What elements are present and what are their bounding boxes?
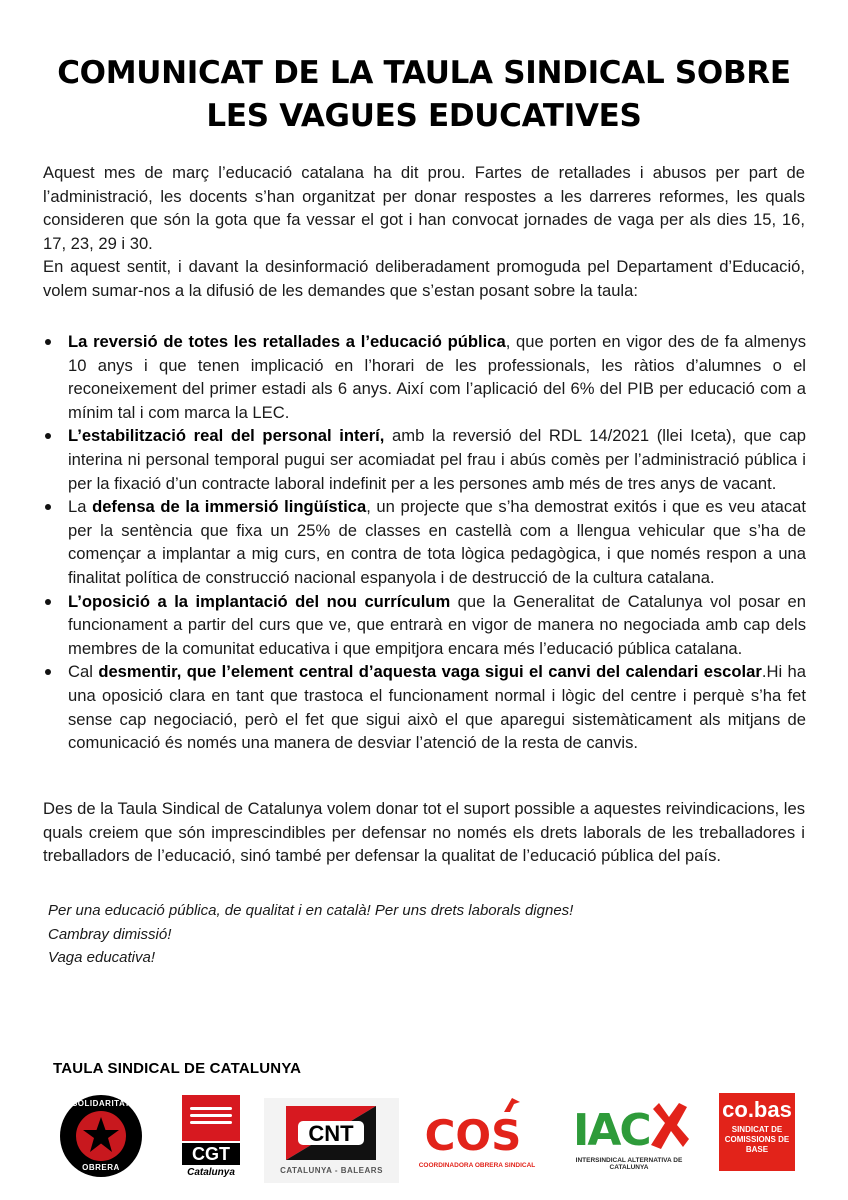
demand-item: La reversió de totes les retallades a l’educació pública, que porten en vigor des de fa almenys 10 anys i que tenen implicació en l’horari de les professionals, les ràtios d’alumnes o el reconeixement del primer estadi als 6 anys. Així com l’aplicació del 6% del PIB per educació com a mínim tal i com marca la LEC. bbox=[66, 330, 806, 424]
cobas-logo-sub: SINDICAT DE COMISSIONS DE BASE bbox=[724, 1125, 790, 1154]
cgt-logo bbox=[182, 1095, 240, 1181]
intro-section bbox=[43, 161, 805, 303]
iac-logo-sub: INTERSINDICAL ALTERNATIVA DE CATALUNYA bbox=[575, 1157, 683, 1171]
demand-highlight: defensa de la immersió lingüística bbox=[92, 497, 367, 517]
document-title bbox=[0, 52, 848, 138]
cnt-logo-name: CNT bbox=[308, 1121, 354, 1146]
title-line-1: COMUNICAT DE LA TAULA SINDICAL SOBRE bbox=[57, 55, 791, 91]
solidaritat-logo-text: OBRERA bbox=[82, 1163, 120, 1172]
demand-highlight: L’estabilització real del personal interí, bbox=[68, 426, 385, 446]
cgt-flag-icon bbox=[182, 1095, 240, 1141]
slogan-line: Per una educació pública, de qualitat i en català! Per uns drets laborals dignes! bbox=[48, 902, 574, 919]
intro-paragraph-1: Aquest mes de març l’educació catalana ha dit prou. Fartes de retallades i abusos per part de l’administració, les docents s’han organitzat per donar respostes a les darreres reformes, les quals consideren que són la gota que fa vessar el got i han convocat jornades de vaga per als dies 15, 16, 17, 23, 29 i 30. bbox=[43, 163, 805, 253]
cobas-logo bbox=[719, 1093, 795, 1171]
demand-highlight: desmentir, que l’element central d’aquesta vaga sigui el canvi del calendari escolar bbox=[98, 662, 762, 682]
demand-highlight: La reversió de totes les retallades a l’educació pública bbox=[68, 332, 506, 351]
cgt-logo-sub: Catalunya bbox=[187, 1167, 235, 1178]
demand-item: Cal desmentir, que l’element central d’aquesta vaga sigui el canvi del calendari escolar.Hi ha una oposició clara en tant que trastoca el funcionament normal i lògic del centre i perquè s’ha fet sense cap negociació, però el fet que sigui això el que aparegui sistemàticament als mitjans de comunicació és només una manera de desviar l’atenció de la resta de canvis. bbox=[66, 660, 806, 754]
cobas-logo-name: co.bas bbox=[722, 1097, 792, 1122]
solidaritat-obrera-logo bbox=[60, 1095, 142, 1177]
cnt-logo bbox=[264, 1098, 399, 1183]
cos-logo-sub: COORDINADORA OBRERA SINDICAL bbox=[418, 1162, 536, 1169]
demand-item: L’estabilització real del personal interí, amb la reversió del RDL 14/2021 (llei Iceta), que cap interina ni personal temporal pugui ser acomiadat pel frau i abús comès per l’administració pública i per la fixació d’un contracte laboral indefinit per a les persones amb més de tres anys de vacant. bbox=[66, 424, 806, 495]
cnt-logo-sub: CATALUNYA - BALEARS bbox=[280, 1166, 383, 1175]
demand-item: La defensa de la immersió lingüística, un projecte que s’ha demostrat exitós i que es veu atacat per la sentència que fixa un 25% de classes en castellà com a llengua vehicular que s’ha de començar a implantar a mig curs, en contra de tota lògica pedagògica, i que només respon a una finalitat política de construcció nacional espanyola i de destrucció de la cultura catalana. bbox=[66, 495, 806, 589]
cos-logo bbox=[418, 1094, 540, 1182]
intro-paragraph-2: En aquest sentit, i davant la desinformació deliberadament promoguda pel Departament d’Educació, volem sumar-nos a la difusió de les demandes que s’estan posant sobre la taula: bbox=[43, 257, 805, 300]
demands-list bbox=[66, 330, 806, 755]
cross-icon bbox=[647, 1101, 691, 1155]
demand-highlight: L’oposició a la implantació del nou currículum bbox=[68, 591, 451, 611]
cos-logo-name: COS bbox=[424, 1111, 522, 1160]
slogan-line: Cambray dimissió! bbox=[48, 925, 172, 943]
footer-title: TAULA SINDICAL DE CATALUNYA bbox=[53, 1060, 302, 1077]
cgt-logo-name: CGT bbox=[182, 1143, 240, 1165]
iac-logo bbox=[565, 1095, 693, 1181]
solidaritat-logo-text: SOLIDARITAT bbox=[71, 1099, 131, 1108]
star-icon bbox=[81, 1115, 121, 1155]
iac-logo-name: IAC bbox=[573, 1105, 650, 1156]
outro-paragraph: Des de la Taula Sindical de Catalunya volem donar tot el suport possible a aquestes reivindicacions, les quals creiem que són imprescindibles per defensar no només els drets laborals de les treballadores i treballadors de l’educació, sinó també per defensar la qualitat de l’educació pública del país. bbox=[43, 799, 805, 866]
cnt-flag-icon bbox=[286, 1106, 376, 1160]
demand-item: L’oposició a la implantació del nou currículum que la Generalitat de Catalunya vol posar en funcionament a partir del curs que ve, que entrarà en vigor de manera no negociada amb cap dels membres de la comunitat educativa i que empitjora encara més l’educació pública catalana. bbox=[66, 590, 806, 661]
slogans bbox=[48, 899, 573, 970]
logo-strip bbox=[0, 1090, 848, 1185]
slogan-line: Vaga educativa! bbox=[48, 949, 156, 966]
outro-section bbox=[43, 797, 805, 868]
title-line-2: LES VAGUES EDUCATIVES bbox=[206, 98, 642, 134]
